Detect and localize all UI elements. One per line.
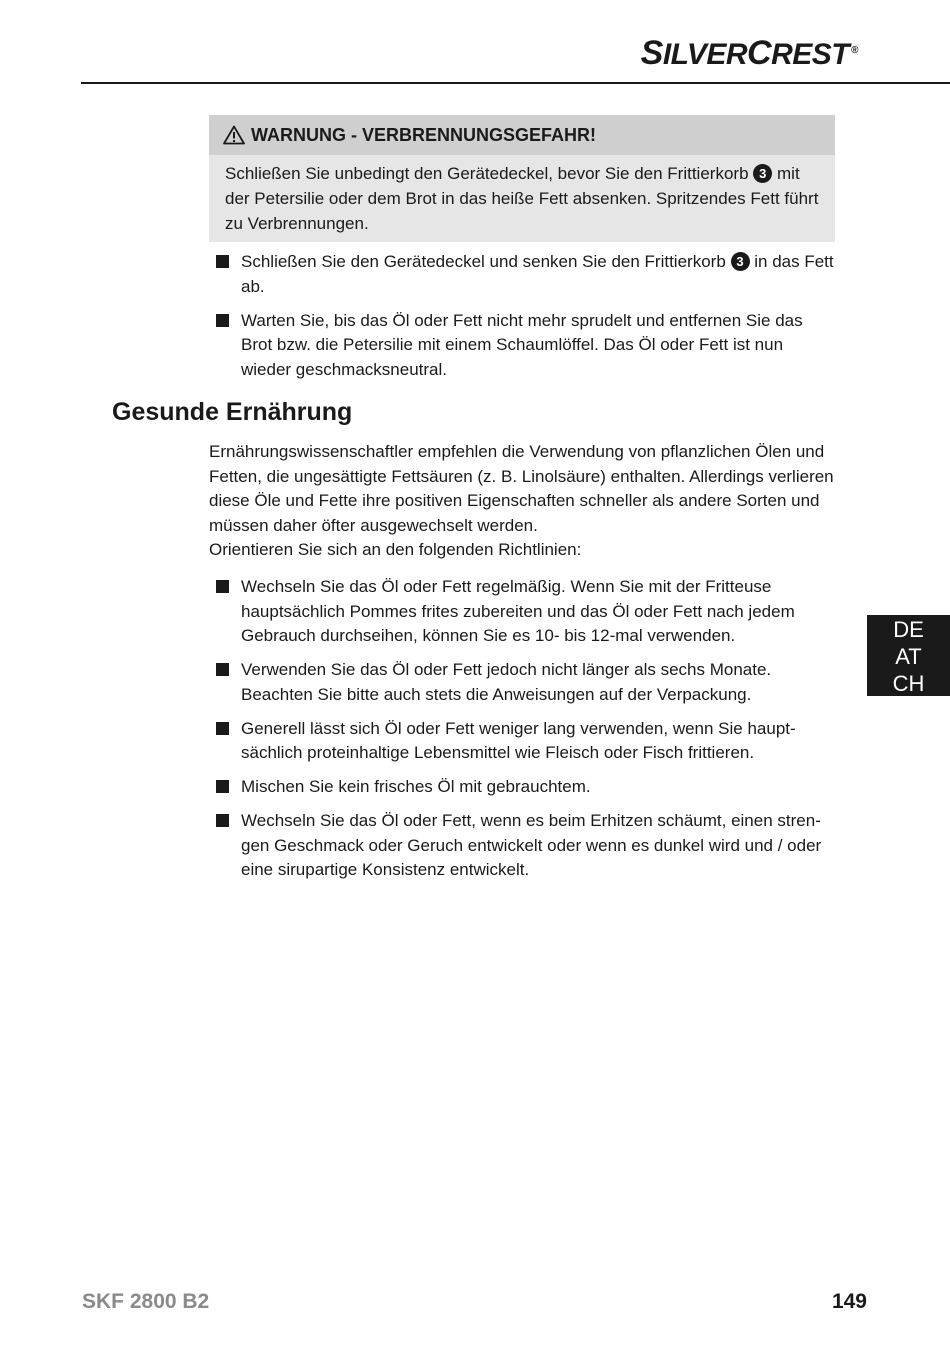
list-item xyxy=(214,775,834,800)
list-item-text: Generell lässt sich Öl oder Fett weniger lang verwenden, wenn Sie haupt-sächlich proteinhaltige Lebensmittel wie Fleisch oder Fisch frittieren. xyxy=(241,718,796,762)
list-item-text: Schließen Sie den Gerätedeckel und senken Sie den Frittierkorb xyxy=(241,252,726,271)
warning-triangle-icon xyxy=(223,125,245,145)
bullet-square-icon xyxy=(216,663,229,676)
logo-letter: C xyxy=(747,34,772,72)
logo-letter: S xyxy=(640,34,663,72)
bullet-square-icon xyxy=(216,722,229,735)
list-item xyxy=(214,575,834,649)
warning-text-part: Schließen Sie unbedingt den Gerätedeckel, bevor Sie den Frittierkorb xyxy=(225,164,749,183)
page-number: 149 xyxy=(831,1290,867,1313)
list-item xyxy=(214,250,834,299)
footer-model-number: SKF 2800 B2 xyxy=(82,1290,210,1313)
section-paragraph xyxy=(209,440,834,563)
bullet-square-icon xyxy=(216,814,229,827)
paragraph-text: Orientieren Sie sich an den folgenden Richtlinien: xyxy=(209,540,582,559)
warning-box xyxy=(209,115,835,242)
warning-title: WARNUNG - VERBRENNUNGSGEFAHR! xyxy=(251,124,597,145)
list-item-text: Mischen Sie kein frisches Öl mit gebrauchtem. xyxy=(241,777,591,796)
bullet-square-icon xyxy=(216,780,229,793)
warning-header xyxy=(209,115,835,155)
language-code: CH xyxy=(892,671,925,696)
section-heading: Gesunde Ernährung xyxy=(112,398,353,426)
list-item xyxy=(214,309,834,383)
paragraph-text: Ernährungswissenschaftler empfehlen die Verwendung von pflanzlichen Ölen und Fetten, die ungesättigte Fettsäuren (z. B. Linolsäure) enthalten. Allerdings verlieren diese Öle und Fette ihre positiven Eigenschaften schneller als andere Sorten und müssen daher öfter ausgewechselt werden. xyxy=(209,442,834,535)
warning-text xyxy=(209,155,835,242)
list-item xyxy=(214,809,834,883)
list-item-text: Warten Sie, bis das Öl oder Fett nicht mehr sprudelt und entfernen Sie das Brot bzw. die Petersilie mit einem Schaumlöffel. Das Öl oder Fett ist nun wieder geschmacksneutral. xyxy=(241,310,803,379)
registered-mark: ® xyxy=(851,45,858,56)
guideline-list xyxy=(214,575,834,892)
language-code: AT xyxy=(895,644,922,669)
bullet-square-icon xyxy=(216,255,229,268)
list-item xyxy=(214,658,834,707)
bullet-square-icon xyxy=(216,314,229,327)
bullet-square-icon xyxy=(216,580,229,593)
step-list xyxy=(214,250,834,392)
language-code: DE xyxy=(893,617,924,642)
list-item-text: Verwenden Sie das Öl oder Fett jedoch nicht länger als sechs Monate. Beachten Sie bitte auch stets die Anweisungen auf der Verpackung. xyxy=(241,660,772,704)
list-item-text: in das Fett ab. xyxy=(241,252,834,296)
list-item-text: Wechseln Sie das Öl oder Fett, wenn es beim Erhitzen schäumt, einen stren-gen Geschmack oder Geruch entwickelt oder wenn es dunkel wird und / oder eine sirupartige Konsistenz entwickelt. xyxy=(241,811,822,879)
list-item xyxy=(214,717,834,766)
logo-part: ILVER xyxy=(662,38,748,71)
reference-number-badge: 3 xyxy=(731,252,750,271)
logo-part: REST xyxy=(771,38,850,71)
brand-logo xyxy=(641,34,858,73)
header-divider xyxy=(81,82,950,84)
reference-number-badge: 3 xyxy=(753,164,772,183)
language-tab xyxy=(867,615,950,696)
list-item-text: Wechseln Sie das Öl oder Fett regelmäßig. Wenn Sie mit der Fritteuse hauptsächlich Pommes frites zubereiten und das Öl oder Fett nach jedem Gebrauch durchseihen, können Sie es 10- bis 12-mal verwenden. xyxy=(241,577,795,645)
warning-text-part: mit der Petersilie oder dem Brot in das heiße Fett absenken. Spritzendes Fett führt zu Verbrennungen. xyxy=(225,164,819,233)
